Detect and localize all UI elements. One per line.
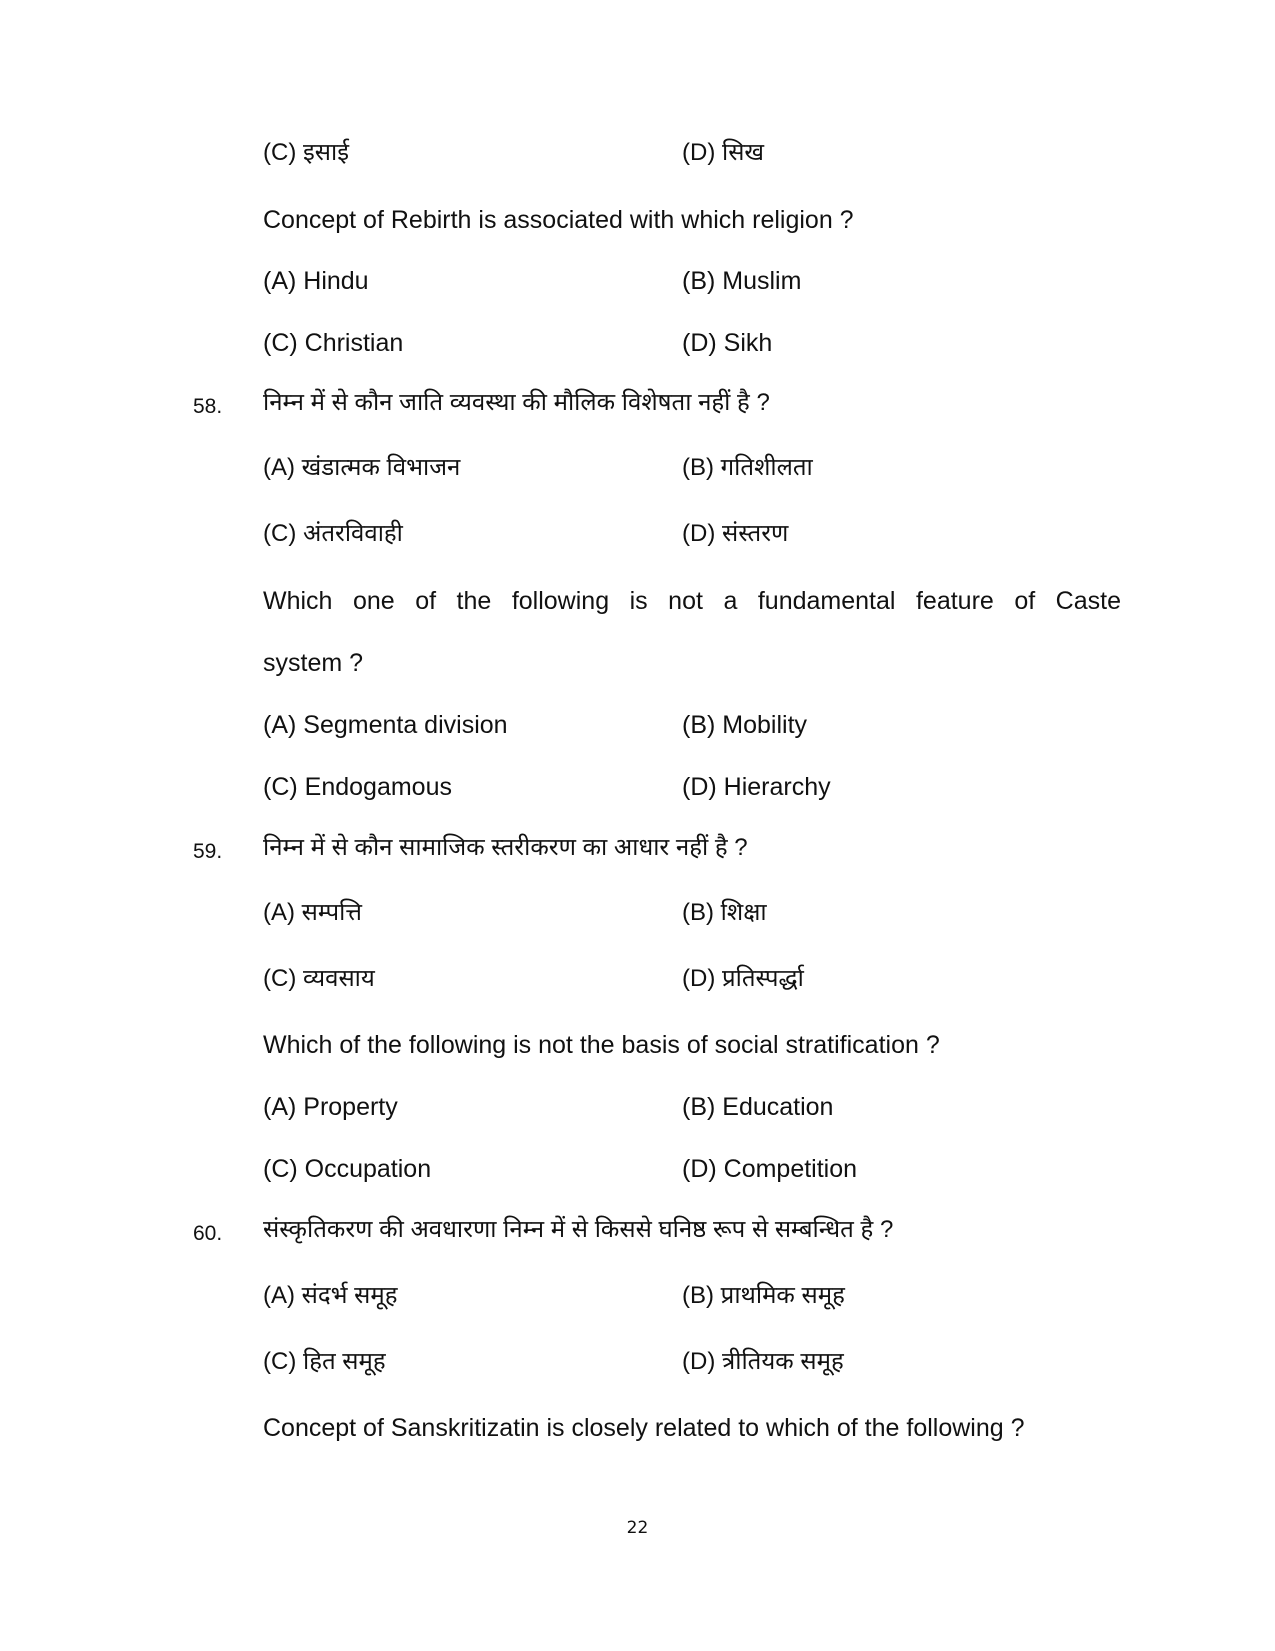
q58-en-option-d: (D) Hierarchy [682,773,831,801]
q58-hi-question: निम्न में से कौन जाति व्यवस्था की मौलिक विशेषता नहीं है ? [263,389,770,416]
q60-hi-option-b: (B) प्राथमिक समूह [682,1282,845,1309]
q57-en-option-d: (D) Sikh [682,329,773,357]
q57-en-option-b: (B) Muslim [682,267,802,295]
q60-number: 60. [193,1222,223,1245]
q59-en-question: Which of the following is not the basis of social stratification ? [263,1031,940,1059]
q59-number: 59. [193,840,223,863]
q59-hi-option-d: (D) प्रतिस्पर्द्धा [682,965,804,992]
q57-hi-option-c: (C) इसाई [263,139,349,166]
q58-en-question-line2: system ? [263,649,364,677]
q58-en-option-a: (A) Segmenta division [263,711,508,739]
q57-en-question: Concept of Rebirth is associated with which religion ? [263,206,854,234]
q60-hi-option-c: (C) हित समूह [263,1348,386,1375]
q59-en-option-d: (D) Competition [682,1155,858,1183]
q58-en-option-b: (B) Mobility [682,711,808,739]
q60-en-question: Concept of Sanskritizatin is closely related to which of the following ? [263,1414,1025,1442]
q60-hi-question: संस्कृतिकरण की अवधारणा निम्न में से किससे घनिष्ठ रूप से सम्बन्धित है ? [263,1216,894,1243]
q59-en-option-b: (B) Education [682,1093,834,1121]
q58-hi-option-a: (A) खंडात्मक विभाजन [263,454,461,481]
q58-en-option-c: (C) Endogamous [263,773,452,801]
q57-hi-option-d: (D) सिख [682,139,765,166]
q58-en-question-line1: Which one of the following is not a fundamental feature of Caste [263,587,1121,615]
q58-hi-option-d: (D) संस्तरण [682,520,789,547]
q58-hi-option-c: (C) अंतरविवाही [263,520,403,547]
q58-number: 58. [193,395,223,418]
q58-hi-option-b: (B) गतिशीलता [682,454,813,481]
q60-hi-option-a: (A) संदर्भ समूह [263,1282,398,1309]
q59-hi-option-b: (B) शिक्षा [682,899,767,926]
q59-hi-option-a: (A) सम्पत्ति [263,899,362,926]
q59-en-option-c: (C) Occupation [263,1155,432,1183]
q57-en-option-c: (C) Christian [263,329,404,357]
q59-en-option-a: (A) Property [263,1093,398,1121]
q59-hi-option-c: (C) व्यवसाय [263,965,375,992]
q59-hi-question: निम्न में से कौन सामाजिक स्तरीकरण का आधार नहीं है ? [263,834,748,861]
page-number: 22 [626,1518,649,1538]
q57-en-option-a: (A) Hindu [263,267,369,295]
q60-hi-option-d: (D) त्रीतियक समूह [682,1348,844,1375]
